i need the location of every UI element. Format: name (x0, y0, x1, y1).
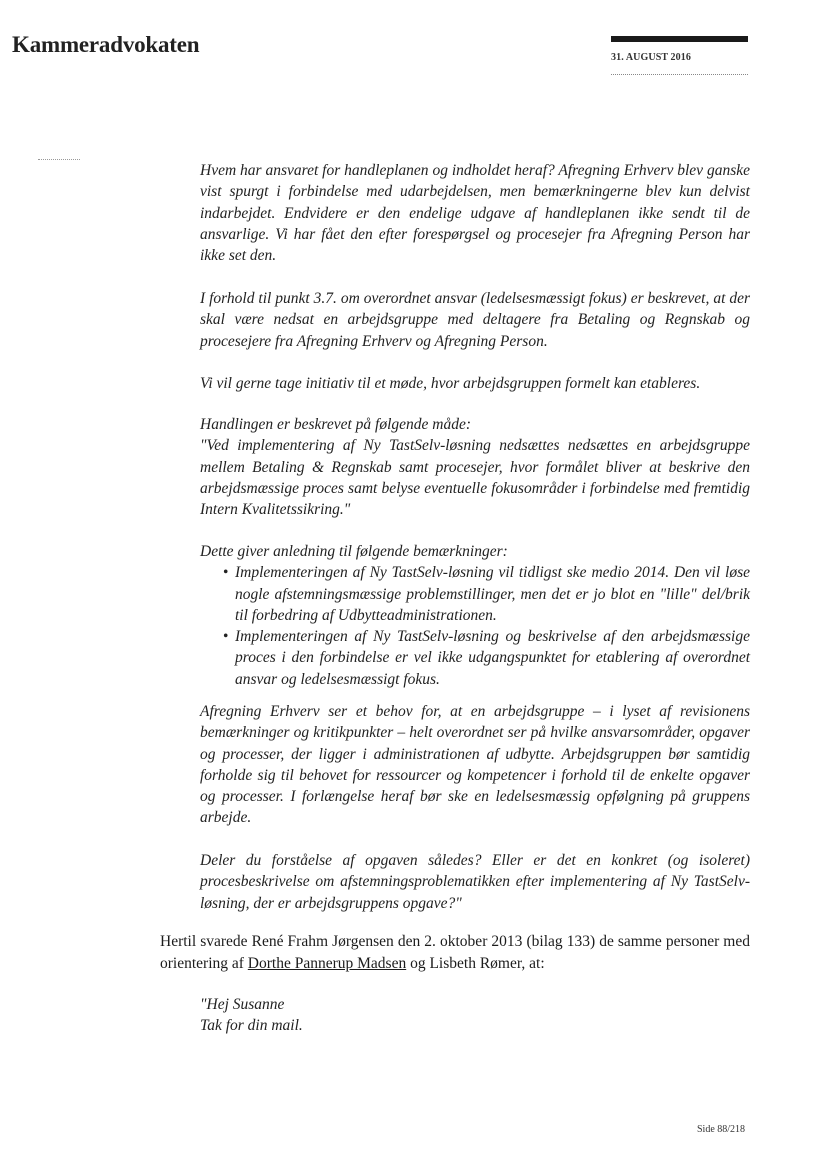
reply-paragraph (160, 931, 750, 975)
quoted-paragraph-4 (200, 414, 750, 520)
reply-text (160, 931, 750, 975)
document-date: 31. AUGUST 2016 (611, 52, 691, 63)
list-item-text: Implementeringen af Ny TastSelv-løsning og beskrivelse af den arbejdsmæssige proces i den forbindelse er vel ikke udgangspunktet for etablering af overordnet ansvar og ledelsesmæssigt fokus. (235, 628, 750, 688)
brand-title: Kammeradvokaten (12, 32, 200, 57)
page-number: Side 88/218 (697, 1124, 746, 1135)
remarks-list (200, 562, 750, 690)
date-underline (611, 74, 748, 75)
quoted-text: Vi vil gerne tage initiativ til et møde, hvor arbejdsgruppen formelt kan etableres. (200, 375, 701, 392)
list-item (200, 562, 750, 626)
quoted-paragraph-1 (200, 160, 750, 266)
reply-text-part: og Lisbeth Rømer, at: (406, 955, 545, 972)
mail-line: Tak for din mail. (200, 1017, 303, 1035)
quoted-text: Afregning Erhverv ser et behov for, at en arbejdsgruppe – i lyset af revisionens bemærkninger og kritikpunkter – helt overordnet ser på hvilke ansvarsområder, opgaver og processer, der ligger i administrationen af udbytte. Arbejdsgruppen bør samtidig forholde sig til behovet for ressourcer og kompetencer i forhold til de enkelte opgaver og processer. I forlængelse heraf bør ske en ledelsesmæssig opfølgning på gruppens arbejde. (200, 703, 750, 827)
quoted-paragraph-3 (200, 373, 750, 394)
reply-text-part: Hertil svarede René Frahm Jørgensen den 2. oktober 2013 (bilag 133) de samme personer med orientering af (160, 933, 750, 972)
list-item (200, 626, 750, 690)
quoted-text: Deler du forståelse af opgaven således? Eller er det en konkret (og isoleret) procesbeskrivelse om afstemningsproblematikken efter implementering af Ny TastSelv-løsning, der er arbejdsgruppens opgave?" (200, 852, 750, 912)
quoted-paragraph-2 (200, 288, 750, 352)
quoted-text: Handlingen er beskrevet på følgende måde: (200, 416, 472, 433)
reply-mail (200, 994, 750, 1037)
quoted-text: Dette giver anledning til følgende bemærkninger: (200, 543, 508, 560)
quoted-text: I forhold til punkt 3.7. om overordnet ansvar (ledelsesmæssigt fokus) er beskrevet, at der skal være nedsat en arbejdsgruppe med deltagere fra Betaling og Regnskab og procesejere fra Afregning Erhverv og Afregning Person. (200, 290, 750, 350)
person-link[interactable]: Dorthe Pannerup Madsen (247, 955, 407, 972)
bullet-icon: • (223, 628, 229, 646)
margin-dotted-mark (38, 159, 80, 160)
quoted-paragraph-6 (200, 701, 750, 829)
header-rule (611, 36, 748, 42)
quoted-paragraph-7 (200, 850, 750, 914)
list-item-text: Implementeringen af Ny TastSelv-løsning vil tidligst ske medio 2014. Den vil løse nogle afstemningsmæssige problemstillinger, men det er jo blot en "lille" del/brik til forbedring af Udbytteadministrationen. (235, 564, 750, 624)
quoted-text: Hvem har ansvaret for handleplanen og indholdet heraf? Afregning Erhverv blev ganske vist spurgt i forbindelse med udarbejdelsen, men bemærkningerne blev kun delvist indarbejdet. Endvidere er den endelige udgave af handleplanen ikke sendt til de ansvarlige. Vi har fået den efter forespørgsel og procesejer fra Afregning Person har ikke set den. (200, 162, 750, 265)
quoted-paragraph-5 (200, 541, 750, 690)
bullet-icon: • (223, 564, 229, 582)
quoted-text: "Ved implementering af Ny TastSelv-løsning nedsættes nedsættes en arbejdsgruppe mellem Betaling & Regnskab samt procesejer, hvor formålet bliver at beskrive den arbejdsmæssige proces samt belyse eventuelle fokusområder i forbindelse med fremtidig Intern Kvalitetssikring." (200, 437, 750, 519)
mail-greeting: "Hej Susanne (200, 996, 285, 1013)
